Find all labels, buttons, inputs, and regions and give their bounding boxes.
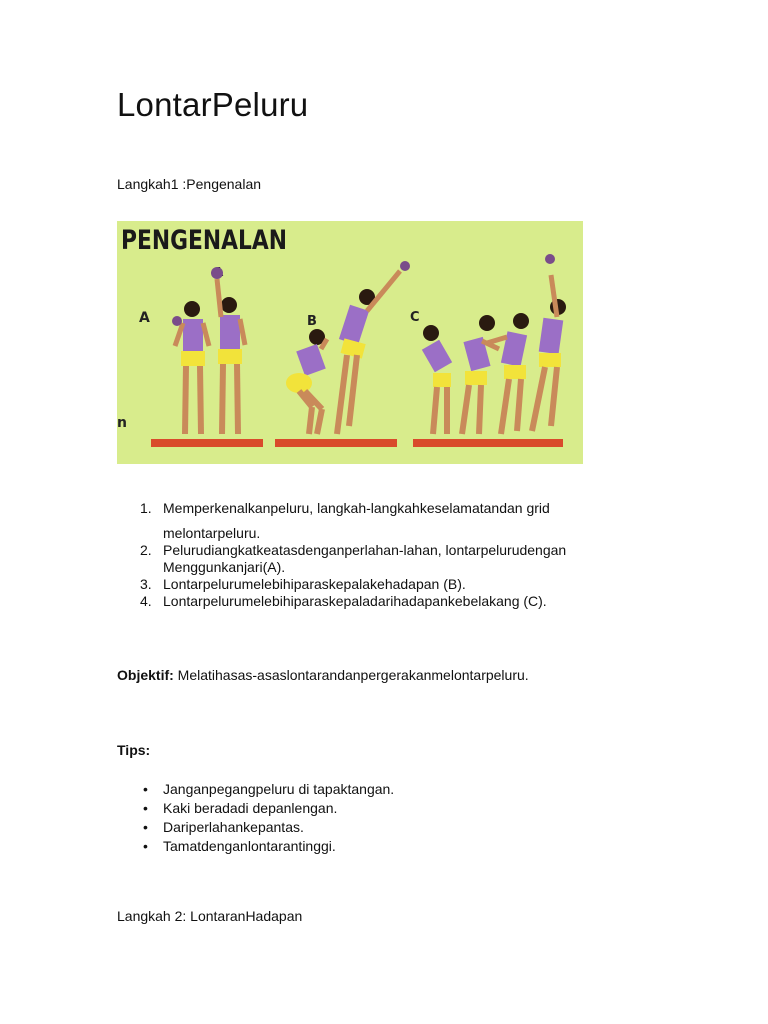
- bullet-icon: •: [143, 800, 148, 816]
- mat-c: [413, 439, 563, 447]
- step-number: 1.: [140, 500, 152, 516]
- bullet-icon: •: [143, 838, 148, 854]
- tip-text: Tamatdenganlontarantinggi.: [163, 838, 336, 854]
- tip-item: [117, 799, 394, 818]
- mat-a: [151, 439, 263, 447]
- step-item: [117, 542, 637, 576]
- document-title: LontarPeluru: [117, 86, 309, 123]
- banner-text: PENGENALAN: [121, 225, 287, 256]
- tip-text: Kaki beradadi depanlengan.: [163, 800, 338, 816]
- step-text-continued: melontarpeluru.: [163, 525, 261, 541]
- objective-text: Melatihasas-asaslontarandanpergerakanmelontarpeluru.: [173, 667, 529, 683]
- bullet-icon: •: [143, 819, 148, 835]
- step-text-continued: Menggunkanjari(A).: [163, 559, 286, 575]
- edge-label: n: [117, 415, 127, 431]
- tip-text: Dariperlahankepantas.: [163, 819, 304, 835]
- label-c: C: [410, 310, 420, 325]
- tip-item: [117, 837, 394, 856]
- step-text: Pelurudiangkatkeatasdenganperlahan-lahan, lontarpelurudengan: [163, 542, 567, 558]
- step1-heading: Langkah1 :Pengenalan: [117, 176, 262, 192]
- step-text: Lontarpelurumelebihiparaskepaladarihadapankebelakang (C).: [163, 593, 547, 609]
- label-a: A: [139, 310, 150, 326]
- step-number: 4.: [140, 593, 152, 609]
- step-text: Lontarpelurumelebihiparaskepalakehadapan (B).: [163, 576, 466, 592]
- step2-heading: Langkah 2: LontaranHadapan: [117, 908, 303, 924]
- tip-text: Janganpegangpeluru di tapaktangan.: [163, 781, 395, 797]
- step-item: [117, 593, 637, 610]
- step-text: Memperkenalkanpeluru, langkah-langkahkeselamatandan grid: [163, 500, 550, 516]
- objective-label: Objektif:: [117, 667, 174, 683]
- tip-item: [117, 818, 394, 837]
- tip-item: [117, 780, 394, 799]
- pengenalan-illustration: [117, 221, 583, 464]
- tips-list: [117, 780, 394, 856]
- steps-list: [117, 500, 637, 610]
- step-item: [117, 576, 637, 593]
- step-item: [117, 500, 637, 542]
- bullet-icon: •: [143, 781, 148, 797]
- label-b: B: [307, 314, 317, 329]
- step-number: 2.: [140, 542, 152, 558]
- tips-heading: Tips:: [117, 742, 151, 758]
- mat-b: [275, 439, 397, 447]
- step-number: 3.: [140, 576, 152, 592]
- objective-line: [117, 667, 529, 683]
